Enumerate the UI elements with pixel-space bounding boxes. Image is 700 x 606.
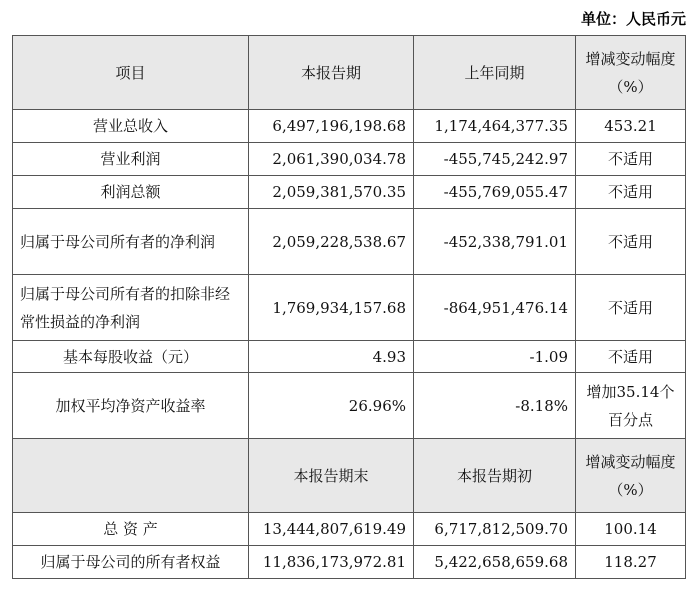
row-label: 利润总额	[13, 176, 249, 209]
row-current: 2,061,390,034.78	[249, 143, 414, 176]
row-previous: -1.09	[414, 341, 576, 373]
row-current: 11,836,173,972.81	[249, 546, 414, 579]
row-previous: -8.18%	[414, 373, 576, 439]
row-change: 118.27	[576, 546, 686, 579]
header-item: 项目	[13, 36, 249, 110]
row-previous: -455,769,055.47	[414, 176, 576, 209]
header-change-rate: 增减变动幅度（%）	[576, 36, 686, 110]
table-row	[13, 373, 686, 439]
row-previous: 1,174,464,377.35	[414, 110, 576, 143]
row-label: 归属于母公司的所有者权益	[13, 546, 249, 579]
header-current-period: 本报告期	[249, 36, 414, 110]
row-previous: -864,951,476.14	[414, 275, 576, 341]
table-row	[13, 275, 686, 341]
row-current: 2,059,228,538.67	[249, 209, 414, 275]
row-label: 营业利润	[13, 143, 249, 176]
header-item-blank	[13, 439, 249, 513]
row-previous: 6,717,812,509.70	[414, 513, 576, 546]
row-change: 不适用	[576, 341, 686, 373]
header-change-rate: 增减变动幅度（%）	[576, 439, 686, 513]
financial-summary-table	[12, 35, 686, 579]
row-label: 归属于母公司所有者的净利润	[13, 209, 249, 275]
header-previous-period: 上年同期	[414, 36, 576, 110]
table-row	[13, 110, 686, 143]
header-period-end: 本报告期末	[249, 439, 414, 513]
row-change: 不适用	[576, 176, 686, 209]
unit-label: 单位：人民币元	[580, 10, 686, 28]
header-period-start: 本报告期初	[414, 439, 576, 513]
table-row	[13, 513, 686, 546]
row-label: 基本每股收益（元）	[13, 341, 249, 373]
row-current: 13,444,807,619.49	[249, 513, 414, 546]
row-label: 加权平均净资产收益率	[13, 373, 249, 439]
row-change: 不适用	[576, 275, 686, 341]
row-label: 归属于母公司所有者的扣除非经常性损益的净利润	[13, 275, 249, 341]
row-label: 总 资 产	[13, 513, 249, 546]
row-change: 不适用	[576, 143, 686, 176]
row-current: 6,497,196,198.68	[249, 110, 414, 143]
table-row	[13, 176, 686, 209]
row-change: 100.14	[576, 513, 686, 546]
table-row	[13, 546, 686, 579]
table-row	[13, 209, 686, 275]
row-current: 4.93	[249, 341, 414, 373]
row-label: 营业总收入	[13, 110, 249, 143]
row-current: 26.96%	[249, 373, 414, 439]
row-change: 不适用	[576, 209, 686, 275]
table-row	[13, 341, 686, 373]
table-header-row	[13, 36, 686, 110]
row-previous: -455,745,242.97	[414, 143, 576, 176]
row-previous: -452,338,791.01	[414, 209, 576, 275]
row-previous: 5,422,658,659.68	[414, 546, 576, 579]
row-change: 453.21	[576, 110, 686, 143]
table-row	[13, 143, 686, 176]
row-current: 1,769,934,157.68	[249, 275, 414, 341]
table-header-row-balance	[13, 439, 686, 513]
row-change: 增加35.14个百分点	[576, 373, 686, 439]
row-current: 2,059,381,570.35	[249, 176, 414, 209]
